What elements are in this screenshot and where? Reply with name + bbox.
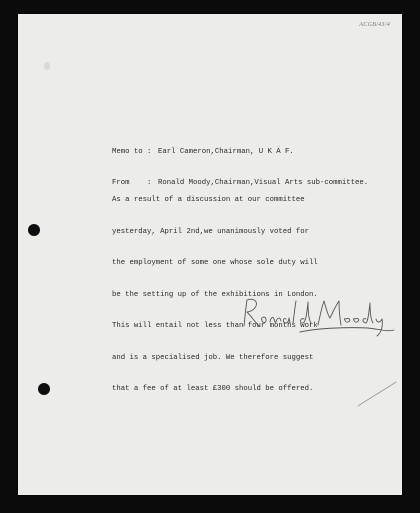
memo-body-line: This will entail not less than four months work	[112, 322, 318, 330]
handwritten-signature	[238, 292, 398, 342]
archive-reference-number: ACGB/43/4	[359, 22, 390, 28]
memo-to-line	[112, 147, 368, 157]
memo-to-value: Earl Cameron,Chairman, U K A F.	[158, 148, 294, 157]
paper-smudge	[44, 62, 50, 70]
memo-from-value: Ronald Moody,Chairman,Visual Arts sub-committee.	[158, 179, 369, 188]
memo-to-label: Memo to :	[112, 148, 152, 157]
memo-body-line: the employment of some one whose sole duty will	[112, 259, 318, 267]
memo-body-line: As a result of a discussion at our committee	[112, 196, 305, 204]
memo-body-line: be the setting up of the exhibitions in London.	[112, 290, 318, 299]
memo-body-line: and is a specialised job. We therefore suggest	[112, 353, 314, 362]
punch-hole-lower	[38, 383, 50, 395]
memo-body-line: that a fee of at least £300 should be offered.	[112, 385, 314, 393]
pencil-stroke-drawing	[356, 380, 398, 408]
memo-from-label: From :	[112, 179, 152, 188]
signature-drawing	[238, 292, 398, 342]
memo-page	[18, 14, 402, 495]
punch-hole-upper	[28, 224, 40, 236]
memo-body-line: yesterday, April 2nd,we unanimously voted for	[112, 227, 310, 236]
pencil-stroke-mark	[356, 380, 398, 408]
